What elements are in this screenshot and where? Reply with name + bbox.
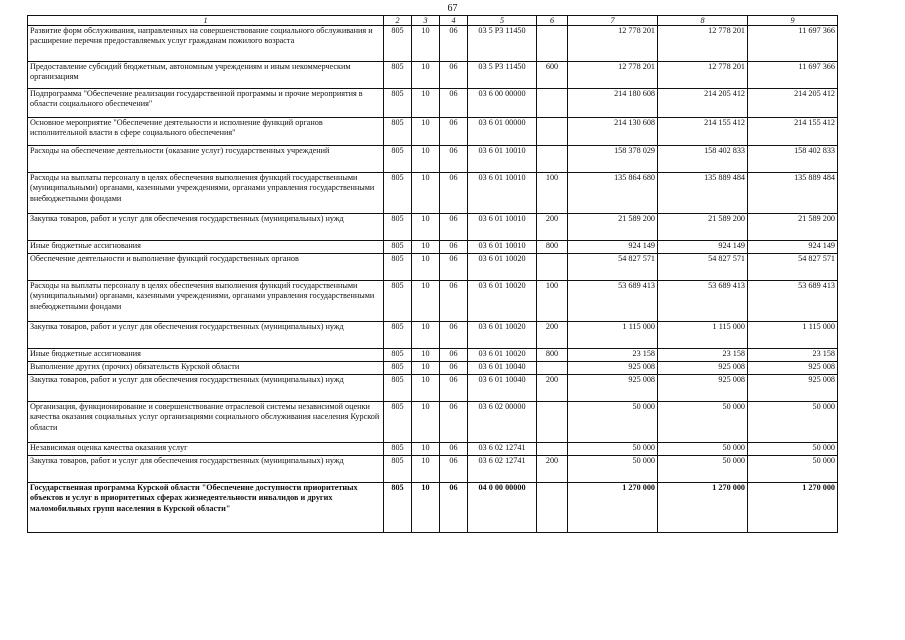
subsection-code: 06 (440, 443, 468, 456)
column-header: 2 (384, 16, 412, 26)
amount-year-1: 12 778 201 (568, 26, 658, 62)
amount-year-1: 50 000 (568, 456, 658, 483)
subsection-code: 06 (440, 281, 468, 322)
budget-item-name: Закупка товаров, работ и услуг для обеспечения государственных (муниципальных) нужд (28, 322, 384, 349)
section-code: 10 (412, 362, 440, 375)
amount-year-1: 924 149 (568, 241, 658, 254)
target-article-code: 03 6 01 10010 (468, 214, 537, 241)
budget-item-name: Расходы на обеспечение деятельности (оказание услуг) государственных учреждений (28, 146, 384, 173)
amount-year-3: 50 000 (748, 402, 838, 443)
subsection-code: 06 (440, 118, 468, 146)
target-article-code: 03 6 01 00000 (468, 118, 537, 146)
ministry-code: 805 (384, 281, 412, 322)
table-row (28, 402, 838, 443)
amount-year-3: 50 000 (748, 456, 838, 483)
subsection-code: 06 (440, 362, 468, 375)
amount-year-2: 21 589 200 (658, 214, 748, 241)
expense-type-code (537, 254, 568, 281)
amount-year-2: 50 000 (658, 443, 748, 456)
expense-type-code (537, 26, 568, 62)
section-code: 10 (412, 62, 440, 89)
target-article-code: 03 6 01 10010 (468, 146, 537, 173)
subsection-code: 06 (440, 322, 468, 349)
section-code: 10 (412, 349, 440, 362)
subsection-code: 06 (440, 241, 468, 254)
column-header: 8 (658, 16, 748, 26)
section-code: 10 (412, 281, 440, 322)
amount-year-2: 50 000 (658, 456, 748, 483)
amount-year-1: 21 589 200 (568, 214, 658, 241)
amount-year-2: 23 158 (658, 349, 748, 362)
budget-item-name: Закупка товаров, работ и услуг для обеспечения государственных (муниципальных) нужд (28, 214, 384, 241)
table-row (28, 146, 838, 173)
amount-year-3: 214 205 412 (748, 89, 838, 118)
target-article-code: 03 6 01 10020 (468, 281, 537, 322)
ministry-code: 805 (384, 146, 412, 173)
target-article-code: 03 6 01 10020 (468, 254, 537, 281)
subsection-code: 06 (440, 254, 468, 281)
budget-item-name: Основное мероприятие "Обеспечение деятельности и исполнение функций органов исполнительной власти в сфере социального обеспечения" (28, 118, 384, 146)
amount-year-1: 23 158 (568, 349, 658, 362)
ministry-code: 805 (384, 402, 412, 443)
amount-year-3: 11 697 366 (748, 26, 838, 62)
expense-type-code (537, 402, 568, 443)
amount-year-1: 50 000 (568, 402, 658, 443)
amount-year-3: 135 889 484 (748, 173, 838, 214)
table-row (28, 62, 838, 89)
target-article-code: 03 6 02 00000 (468, 402, 537, 443)
subsection-code: 06 (440, 456, 468, 483)
section-code: 10 (412, 443, 440, 456)
budget-item-name: Иные бюджетные ассигнования (28, 349, 384, 362)
column-header: 3 (412, 16, 440, 26)
ministry-code: 805 (384, 362, 412, 375)
amount-year-2: 12 778 201 (658, 26, 748, 62)
expense-type-code: 200 (537, 322, 568, 349)
amount-year-2: 1 115 000 (658, 322, 748, 349)
subsection-code: 06 (440, 173, 468, 214)
section-code: 10 (412, 375, 440, 402)
section-code: 10 (412, 89, 440, 118)
target-article-code: 03 6 01 10020 (468, 322, 537, 349)
ministry-code: 805 (384, 26, 412, 62)
amount-year-3: 925 008 (748, 375, 838, 402)
table-row (28, 254, 838, 281)
expense-type-code: 200 (537, 456, 568, 483)
ministry-code: 805 (384, 214, 412, 241)
page-number: 67 (447, 3, 458, 14)
ministry-code: 805 (384, 322, 412, 349)
amount-year-1: 50 000 (568, 443, 658, 456)
table-row (28, 349, 838, 362)
target-article-code: 03 5 P3 11450 (468, 26, 537, 62)
ministry-code: 805 (384, 483, 412, 533)
target-article-code: 04 0 00 00000 (468, 483, 537, 533)
section-code: 10 (412, 254, 440, 281)
amount-year-1: 925 008 (568, 375, 658, 402)
target-article-code: 03 6 01 10040 (468, 375, 537, 402)
ministry-code: 805 (384, 349, 412, 362)
budget-item-name: Закупка товаров, работ и услуг для обеспечения государственных (муниципальных) нужд (28, 375, 384, 402)
target-article-code: 03 6 02 12741 (468, 443, 537, 456)
table-row (28, 26, 838, 62)
column-header: 7 (568, 16, 658, 26)
table-row (28, 483, 838, 533)
subsection-code: 06 (440, 214, 468, 241)
table-row (28, 456, 838, 483)
amount-year-1: 135 864 680 (568, 173, 658, 214)
section-code: 10 (412, 26, 440, 62)
amount-year-3: 158 402 833 (748, 146, 838, 173)
section-code: 10 (412, 241, 440, 254)
table-row (28, 89, 838, 118)
section-code: 10 (412, 214, 440, 241)
amount-year-1: 53 689 413 (568, 281, 658, 322)
budget-item-name: Иные бюджетные ассигнования (28, 241, 384, 254)
subsection-code: 06 (440, 402, 468, 443)
section-code: 10 (412, 146, 440, 173)
expense-type-code: 200 (537, 214, 568, 241)
section-code: 10 (412, 483, 440, 533)
ministry-code: 805 (384, 254, 412, 281)
column-header: 1 (28, 16, 384, 26)
amount-year-1: 12 778 201 (568, 62, 658, 89)
subsection-code: 06 (440, 349, 468, 362)
ministry-code: 805 (384, 62, 412, 89)
table-body (28, 26, 838, 533)
amount-year-1: 1 270 000 (568, 483, 658, 533)
table-row (28, 118, 838, 146)
ministry-code: 805 (384, 89, 412, 118)
target-article-code: 03 6 02 12741 (468, 456, 537, 483)
budget-item-name: Закупка товаров, работ и услуг для обеспечения государственных (муниципальных) нужд (28, 456, 384, 483)
budget-item-name: Расходы на выплаты персоналу в целях обеспечения выполнения функций государственными (муниципальными) органами, казенными учреждениями, органами управления государственными внебюджетными фондами (28, 281, 384, 322)
amount-year-3: 924 149 (748, 241, 838, 254)
section-code: 10 (412, 322, 440, 349)
budget-item-name: Предоставление субсидий бюджетным, автономным учреждениям и иным некоммерческим организациям (28, 62, 384, 89)
amount-year-2: 214 155 412 (658, 118, 748, 146)
amount-year-3: 23 158 (748, 349, 838, 362)
amount-year-2: 12 778 201 (658, 62, 748, 89)
budget-item-name: Независимая оценка качества оказания услуг (28, 443, 384, 456)
column-header: 5 (468, 16, 537, 26)
amount-year-1: 1 115 000 (568, 322, 658, 349)
ministry-code: 805 (384, 443, 412, 456)
table-row (28, 241, 838, 254)
subsection-code: 06 (440, 146, 468, 173)
subsection-code: 06 (440, 89, 468, 118)
subsection-code: 06 (440, 62, 468, 89)
ministry-code: 805 (384, 241, 412, 254)
section-code: 10 (412, 402, 440, 443)
table-row (28, 214, 838, 241)
amount-year-1: 925 008 (568, 362, 658, 375)
target-article-code: 03 6 01 10010 (468, 173, 537, 214)
amount-year-3: 1 270 000 (748, 483, 838, 533)
amount-year-1: 158 378 029 (568, 146, 658, 173)
budget-item-name: Государственная программа Курской области "Обеспечение доступности приоритетных объектов и услуг в приоритетных сферах жизнедеятельности инвалидов и других маломобильных групп населения в Курской области" (28, 483, 384, 533)
amount-year-2: 925 008 (658, 375, 748, 402)
subsection-code: 06 (440, 26, 468, 62)
amount-year-3: 925 008 (748, 362, 838, 375)
expense-type-code: 100 (537, 173, 568, 214)
expense-type-code: 800 (537, 349, 568, 362)
section-code: 10 (412, 118, 440, 146)
expense-type-code (537, 146, 568, 173)
budget-item-name: Обеспечение деятельности и выполнение функций государственных органов (28, 254, 384, 281)
amount-year-3: 214 155 412 (748, 118, 838, 146)
target-article-code: 03 6 00 00000 (468, 89, 537, 118)
amount-year-2: 50 000 (658, 402, 748, 443)
expense-type-code (537, 362, 568, 375)
subsection-code: 06 (440, 483, 468, 533)
amount-year-1: 214 180 608 (568, 89, 658, 118)
table-row (28, 281, 838, 322)
expense-type-code (537, 118, 568, 146)
table-row (28, 362, 838, 375)
column-number-row (28, 16, 838, 26)
target-article-code: 03 6 01 10040 (468, 362, 537, 375)
budget-item-name: Подпрограмма "Обеспечение реализации государственной программы и прочие мероприятия в области социального обеспечения" (28, 89, 384, 118)
table-row (28, 173, 838, 214)
amount-year-2: 214 205 412 (658, 89, 748, 118)
amount-year-3: 53 689 413 (748, 281, 838, 322)
expense-type-code (537, 89, 568, 118)
expense-type-code: 600 (537, 62, 568, 89)
amount-year-3: 11 697 366 (748, 62, 838, 89)
amount-year-3: 54 827 571 (748, 254, 838, 281)
budget-item-name: Выполнение других (прочих) обязательств Курской области (28, 362, 384, 375)
section-code: 10 (412, 456, 440, 483)
amount-year-2: 53 689 413 (658, 281, 748, 322)
amount-year-3: 21 589 200 (748, 214, 838, 241)
amount-year-3: 1 115 000 (748, 322, 838, 349)
budget-table (27, 15, 838, 533)
amount-year-2: 1 270 000 (658, 483, 748, 533)
expense-type-code: 200 (537, 375, 568, 402)
expense-type-code: 100 (537, 281, 568, 322)
table-row (28, 375, 838, 402)
amount-year-1: 54 827 571 (568, 254, 658, 281)
amount-year-3: 50 000 (748, 443, 838, 456)
column-header: 4 (440, 16, 468, 26)
ministry-code: 805 (384, 118, 412, 146)
ministry-code: 805 (384, 173, 412, 214)
subsection-code: 06 (440, 375, 468, 402)
amount-year-2: 924 149 (658, 241, 748, 254)
table-row (28, 443, 838, 456)
amount-year-1: 214 130 608 (568, 118, 658, 146)
amount-year-2: 54 827 571 (658, 254, 748, 281)
expense-type-code: 800 (537, 241, 568, 254)
ministry-code: 805 (384, 456, 412, 483)
section-code: 10 (412, 173, 440, 214)
amount-year-2: 158 402 833 (658, 146, 748, 173)
amount-year-2: 925 008 (658, 362, 748, 375)
budget-item-name: Развитие форм обслуживания, направленных на совершенствование социального обслуживания и расширение перечня предоставляемых услуг гражданам пожилого возраста (28, 26, 384, 62)
budget-item-name: Расходы на выплаты персоналу в целях обеспечения выполнения функций государственными (муниципальными) органами, казенными учреждениями, органами управления государственными внебюджетными фондами (28, 173, 384, 214)
expense-type-code (537, 483, 568, 533)
budget-item-name: Организация, функционирование и совершенствование отраслевой системы независимой оценки качества оказания социальных услуг организациями социального обслуживания населения Курской области (28, 402, 384, 443)
amount-year-2: 135 889 484 (658, 173, 748, 214)
expense-type-code (537, 443, 568, 456)
column-header: 6 (537, 16, 568, 26)
column-header: 9 (748, 16, 838, 26)
ministry-code: 805 (384, 375, 412, 402)
table-row (28, 322, 838, 349)
target-article-code: 03 6 01 10010 (468, 241, 537, 254)
target-article-code: 03 5 P3 11450 (468, 62, 537, 89)
target-article-code: 03 6 01 10020 (468, 349, 537, 362)
